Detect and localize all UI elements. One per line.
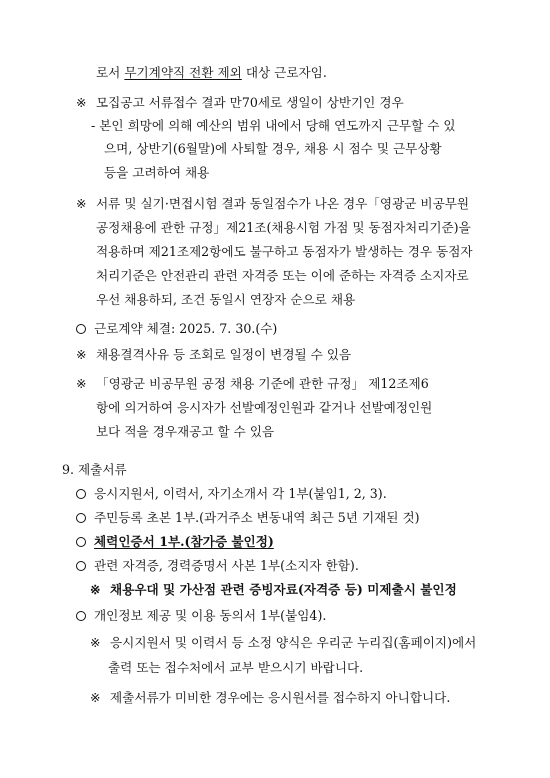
note-line (90, 689, 450, 706)
reference-mark-icon: ※ (76, 376, 87, 391)
doc-line: - 본인 희망에 의해 예산의 범위 내에서 당해 연도까지 근무할 수 있 (91, 118, 456, 133)
note-line (90, 581, 457, 598)
circle-bullet-icon (76, 611, 86, 621)
doc-line: 등을 고려하여 채용 (104, 165, 210, 180)
note-line (76, 195, 469, 212)
doc-line: 항에 의거하여 응시자가 선발예정인원과 같거나 선발예정인원 (96, 400, 433, 415)
line-text: 제출서류가 미비한 경우에는 응시원서를 접수하지 아니합니다. (110, 690, 451, 705)
circle-bullet-icon (76, 537, 86, 547)
note-line (76, 346, 351, 363)
doc-line: 공정채용에 관한 규정」제21조(채용시험 가점 및 동점자처리기준)을 (96, 220, 471, 235)
reference-mark-icon: ※ (76, 95, 87, 110)
reference-mark-icon: ※ (76, 196, 87, 211)
doc-line: 으며, 상반기(6월말)에 사퇴할 경우, 채용 시 점수 및 근무상황 (104, 141, 442, 156)
line-text: 관련 자격증, 경력증명서 사본 1부(소지자 한함). (94, 558, 359, 573)
bullet-line (76, 509, 420, 526)
circle-bullet-icon (76, 561, 86, 571)
bullet-line (76, 533, 274, 550)
doc-line: 우선 채용하되, 조건 동일시 연장자 순으로 채용 (96, 292, 356, 307)
line-text: 개인정보 제공 및 이용 동의서 1부(붙임4). (94, 608, 327, 623)
line-text: 근로계약 체결: 2025. 7. 30.(수) (94, 321, 278, 336)
line-text: 「영광군 비공무원 공정 채용 기준에 관한 규정」 제12조제6 (96, 376, 429, 391)
section-heading: 9. 제출서류 (62, 462, 127, 477)
line-text: 응시지원서 및 이력서 등 소정 양식은 우리군 누리집(홈페이지)에서 (110, 635, 477, 650)
bullet-line (76, 557, 359, 574)
reference-mark-icon: ※ (90, 635, 101, 650)
line-text: 모집공고 서류접수 결과 만70세로 생일이 상반기인 경우 (96, 95, 404, 110)
circle-bullet-icon (76, 489, 86, 499)
doc-line (96, 64, 327, 81)
line-text: 서류 및 실기·면접시험 결과 동일점수가 나온 경우「영광군 비공무원 (96, 196, 470, 211)
bullet-line (76, 607, 326, 624)
line-text: 주민등록 초본 1부.(과거주소 변동내역 최근 5년 기재된 것) (94, 510, 420, 525)
line-text: 로서 (96, 65, 125, 80)
line-text: 대상 근로자임. (241, 65, 327, 80)
note-line (76, 94, 404, 111)
line-text: 채용결격사유 등 조회로 일정이 변경될 수 있음 (96, 347, 352, 362)
note-line (76, 375, 429, 392)
bullet-line (76, 320, 277, 337)
underlined-text: 체력인증서 1부.(참가증 불인정) (94, 534, 274, 549)
line-text: 채용우대 및 가산점 관련 증빙자료(자격증 등) 미제출시 불인정 (110, 582, 457, 597)
doc-line: 적용하며 제21조제2항에도 불구하고 동점자가 발생하는 경우 동점자 (96, 244, 473, 259)
doc-line: 처리기준은 안전관리 관련 자격증 또는 이에 준하는 자격증 소지자로 (96, 268, 469, 283)
reference-mark-icon: ※ (90, 582, 101, 597)
circle-bullet-icon (76, 513, 86, 523)
note-line (90, 634, 476, 651)
reference-mark-icon: ※ (76, 347, 87, 362)
bullet-line (76, 485, 387, 502)
underlined-text: 무기계약직 전환 제외 (124, 65, 242, 80)
line-text: 응시지원서, 이력서, 자기소개서 각 1부(붙임1, 2, 3). (94, 486, 387, 501)
doc-line: 출력 또는 접수처에서 교부 받으시기 바랍니다. (108, 660, 364, 675)
doc-line: 보다 적을 경우재공고 할 수 있음 (96, 424, 275, 439)
circle-bullet-icon (76, 324, 86, 334)
reference-mark-icon: ※ (90, 690, 101, 705)
